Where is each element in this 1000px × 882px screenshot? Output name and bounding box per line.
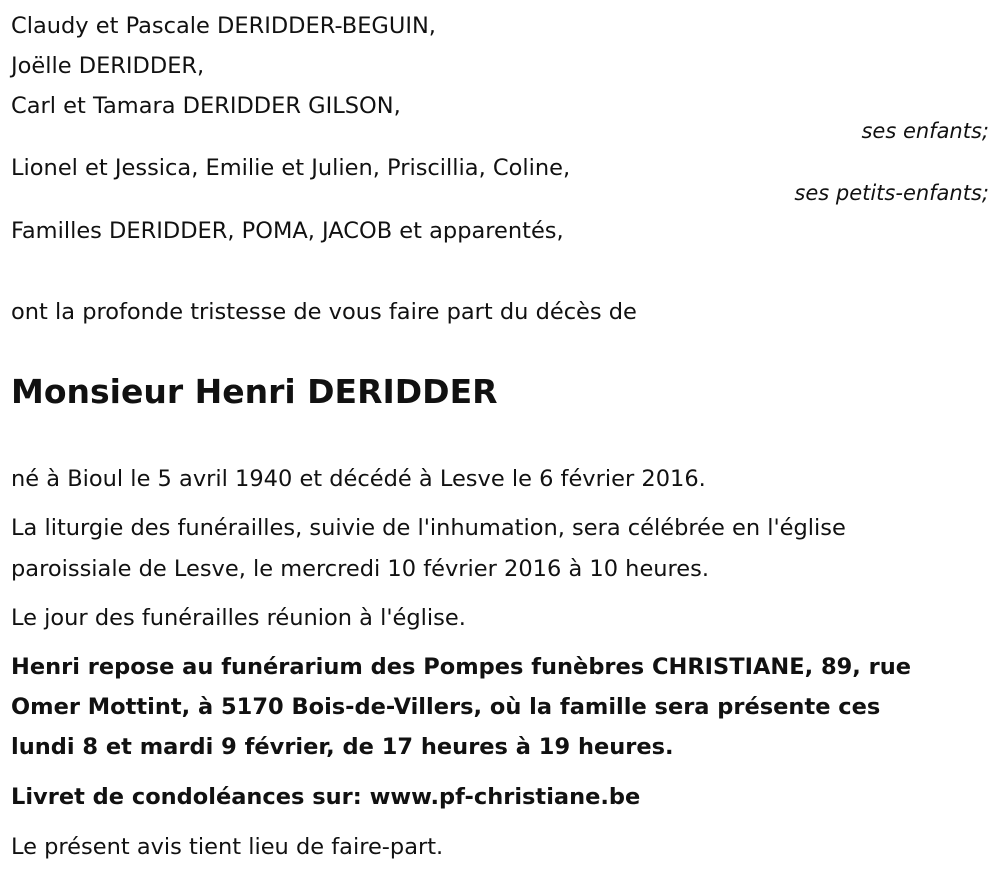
visitation-line-1: Henri repose au funérarium des Pompes funèbres CHRISTIANE, 89, rue xyxy=(11,654,912,680)
birth-death-line: né à Bioul le 5 avril 1940 et décédé à Lesve le 6 février 2016. xyxy=(11,466,706,492)
visitation-line-2: Omer Mottint, à 5170 Bois-de-Villers, où la famille sera présente ces xyxy=(11,694,881,720)
grandchildren-role: ses petits-enfants; xyxy=(794,181,989,205)
announcement-line: ont la profonde tristesse de vous faire part du décès de xyxy=(11,299,637,325)
grandchildren-line: Lionel et Jessica, Emilie et Julien, Priscillia, Coline, xyxy=(11,155,571,181)
gathering-line: Le jour des funérailles réunion à l'église. xyxy=(11,605,466,631)
children-line-3: Carl et Tamara DERIDDER GILSON, xyxy=(11,93,401,119)
condolences-line: Livret de condoléances sur: www.pf-christiane.be xyxy=(11,784,641,810)
children-line-2: Joëlle DERIDDER, xyxy=(11,53,205,79)
liturgy-line-1: La liturgie des funérailles, suivie de l'inhumation, sera célébrée en l'église xyxy=(11,515,846,541)
liturgy-line-2: paroissiale de Lesve, le mercredi 10 février 2016 à 10 heures. xyxy=(11,556,710,582)
notice-line: Le présent avis tient lieu de faire-part. xyxy=(11,834,444,860)
children-role: ses enfants; xyxy=(861,119,989,143)
children-line-1: Claudy et Pascale DERIDDER-BEGUIN, xyxy=(11,13,436,39)
families-line: Familles DERIDDER, POMA, JACOB et apparentés, xyxy=(11,218,564,244)
deceased-name: Monsieur Henri DERIDDER xyxy=(11,372,498,411)
visitation-line-3: lundi 8 et mardi 9 février, de 17 heures à 19 heures. xyxy=(11,734,674,760)
